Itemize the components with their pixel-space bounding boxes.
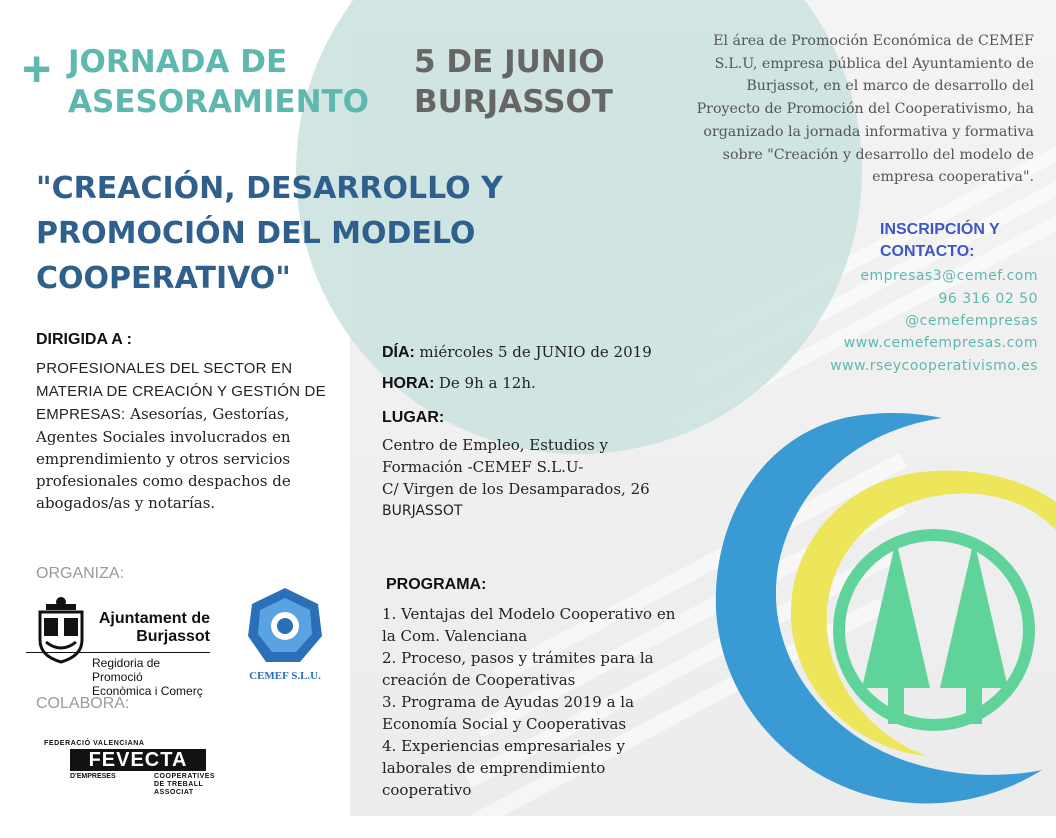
- fevecta-right1: COOPERATIVES: [154, 773, 216, 780]
- time-value: De 9h a 12h.: [438, 374, 536, 392]
- cemef-emblem-icon: [244, 584, 326, 666]
- fevecta-top: FEDERACIÓ VALENCIANA: [44, 740, 145, 747]
- place-line4: BURJASSOT: [382, 503, 463, 519]
- place-line1: Centro de Empleo, Estudios y: [382, 436, 608, 454]
- fevecta-right3: ASSOCIAT: [154, 789, 194, 796]
- contact-web1[interactable]: www.cemefempresas.com: [843, 335, 1038, 351]
- event-date-line1: 5 DE JUNIO: [414, 44, 605, 80]
- ayto-sub2: Econòmica i Comerç: [92, 684, 203, 698]
- event-title-line2: ASESORAMIENTO: [68, 84, 370, 120]
- day-row: [382, 341, 652, 363]
- program-label: PROGRAMA:: [386, 576, 487, 593]
- place-text: [382, 434, 702, 522]
- fevecta-right2: DE TREBALL: [154, 781, 204, 788]
- burjassot-crest-icon: [32, 596, 90, 666]
- event-title: [68, 42, 369, 122]
- ayuntamiento-logo: [26, 596, 216, 698]
- cooperative-logo-icon: [712, 410, 1056, 816]
- ayto-line2: Burjassot: [136, 628, 210, 645]
- plus-icon: +: [22, 41, 52, 97]
- place-label: LUGAR:: [382, 409, 445, 426]
- event-date-line2: BURJASSOT: [414, 84, 613, 120]
- program-list: [382, 603, 688, 801]
- contact-phone[interactable]: 96 316 02 50: [938, 291, 1038, 307]
- fevecta-wordmark: FEVECTA: [70, 749, 206, 771]
- ayto-sub1: Regidoria de Promoció: [92, 656, 161, 684]
- fevecta-logo: [44, 740, 224, 796]
- audience-text-caps: PROFESIONALES DEL SECTOR EN MATERIA DE CREACIÓN Y GESTIÓN DE EMPRESAS:: [36, 360, 326, 423]
- contact-social[interactable]: @cemefempresas: [905, 313, 1038, 329]
- collaborators-label: COLABORA:: [36, 695, 130, 712]
- day-value: miércoles 5 de JUNIO de 2019: [419, 343, 652, 361]
- event-date: [414, 42, 613, 122]
- time-label: HORA:: [382, 375, 435, 392]
- organizers-label: ORGANIZA:: [36, 565, 125, 582]
- ayto-name: [92, 610, 210, 646]
- contact-email[interactable]: empresas3@cemef.com: [860, 268, 1038, 284]
- intro-paragraph: El área de Promoción Económica de CEMEF S.L.U, empresa pública del Ayuntamiento de Burjassot, en el marco de desarrollo del Proyecto de Promoción del Cooperativismo, ha organizado la jornada informativa y formativa sobre "Creación y desarrollo del modelo de empresa cooperativa".: [696, 33, 1034, 186]
- audience-label: DIRIGIDA A :: [36, 331, 132, 348]
- contact-heading: INSCRIPCIÓN Y CONTACTO:: [880, 221, 1000, 260]
- cemef-name: CEMEF S.L.U.: [249, 670, 321, 682]
- time-row: [382, 372, 536, 394]
- ayto-line1: Ajuntament de: [98, 610, 210, 627]
- audience-text-rest: Asesorías, Gestorías, Agentes Sociales involucrados en emprendimiento y otros servicios profesionales como despachos de abogados/as y notarías.: [36, 405, 291, 512]
- day-label: DÍA:: [382, 344, 415, 361]
- cemef-logo: [240, 584, 330, 688]
- contact-web2[interactable]: www.rseycooperativismo.es: [830, 358, 1038, 374]
- audience-text: [36, 357, 346, 514]
- program-item: 3. Programa de Ayudas 2019 a la Economía Social y Cooperativas: [382, 693, 635, 733]
- ayto-sub: [92, 656, 212, 698]
- program-item: 2. Proceso, pasos y trámites para la creación de Cooperativas: [382, 649, 654, 689]
- place-line2: Formación -CEMEF S.L.U-: [382, 458, 584, 476]
- fevecta-right: [154, 773, 215, 797]
- fevecta-left: D'EMPRESES: [70, 773, 116, 780]
- program-item: 1. Ventajas del Modelo Cooperativo en la Com. Valenciana: [382, 605, 676, 645]
- place-line3: C/ Virgen de los Desamparados, 26: [382, 480, 650, 498]
- event-title-line1: JORNADA DE: [68, 44, 288, 80]
- main-title: "CREACIÓN, DESARROLLO Y PROMOCIÓN DEL MODELO COOPERATIVO": [36, 171, 503, 296]
- program-item: 4. Experiencias empresariales y laborales de emprendimiento cooperativo: [382, 737, 625, 799]
